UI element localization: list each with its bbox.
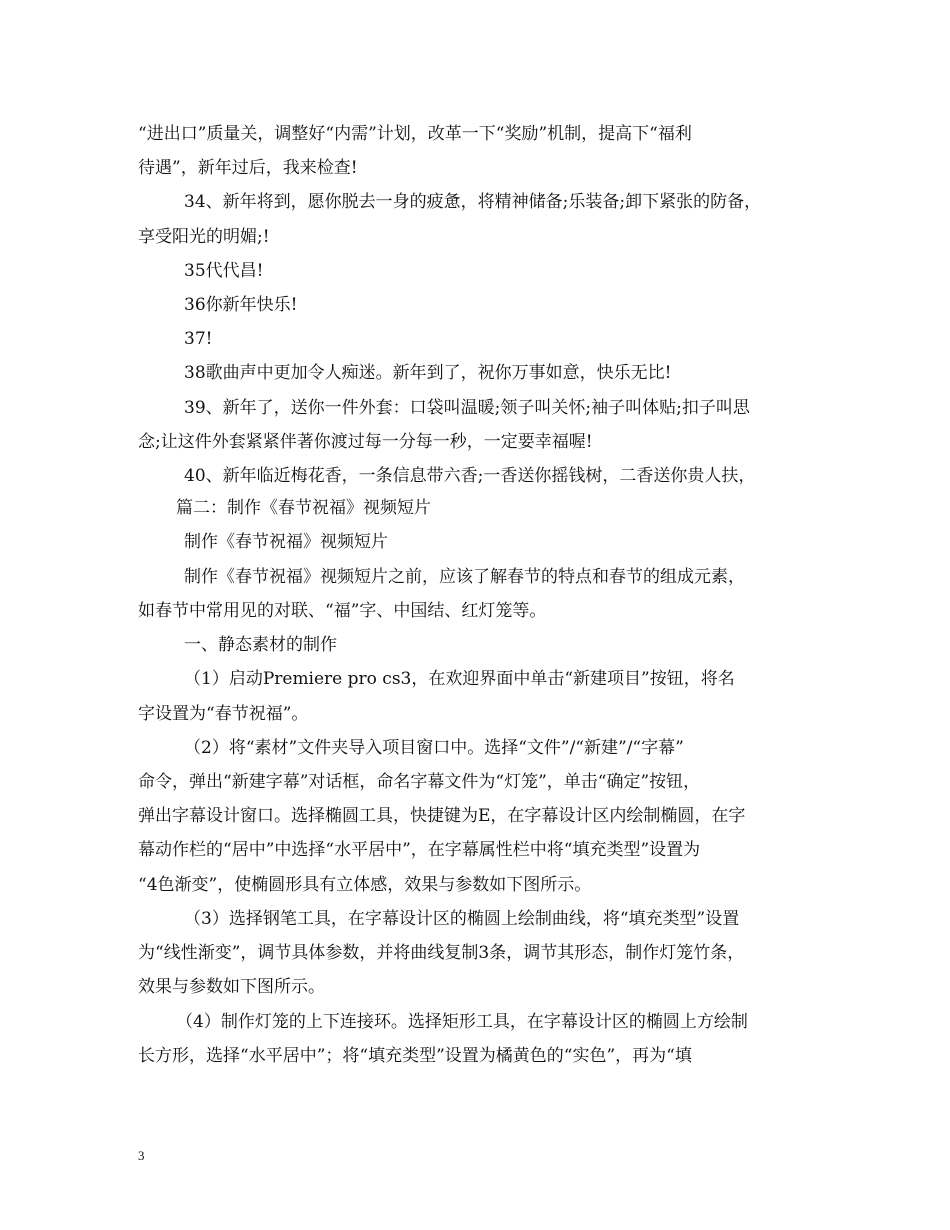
text-line: 念;让这件外套紧紧伴著你渡过每一分每一秒，一定要幸福喔! [138,432,593,452]
text-line: 待遇”，新年过后，我来检查! [138,158,358,178]
text-line: 长方形，选择“水平居中”；将“填充类型”设置为橘黄色的“实色”，再为“填 [138,1046,692,1066]
text-line: 38歌曲声中更加令人痴迷。新年到了，祝你万事如意，快乐无比! [184,363,672,383]
text-line: 命令，弹出“新建字幕”对话框，命名字幕文件为“灯笼”，单击“确定”按钮， [138,772,701,792]
text-line: “进出口”质量关，调整好“内需”计划，改革一下“奖励”机制，提高下“福利 [138,124,692,144]
text-line: 39、新年了，送你一件外套：口袋叫温暖;领子叫关怀;袖子叫体贴;扣子叫思 [184,398,750,418]
text-line: 字设置为“春节祝福”。 [138,704,309,724]
document-title: 制作《春节祝福》视频短片 [184,532,388,552]
text-line: （1）启动Premiere pro cs3，在欢迎界面中单击“新建项目”按钮，将名 [184,669,735,689]
page-number: 3 [138,1148,145,1163]
text-line: 36你新年快乐! [184,295,298,315]
text-line: 35代代昌! [184,261,264,281]
text-line: 制作《春节祝福》视频短片之前，应该了解春节的特点和春节的组成元素， [184,567,745,587]
text-line: 34、新年将到，愿你脱去一身的疲惫，将精神储备;乐装备;卸下紧张的防备， [184,192,762,212]
text-line: 弹出字幕设计窗口。选择椭圆工具，快捷键为E，在字幕设计区内绘制椭圆，在字 [138,806,746,826]
text-line: （3）选择钢笔工具，在字幕设计区的椭圆上绘制曲线，将“填充类型”设置 [184,909,740,929]
section-heading: 篇二：制作《春节祝福》视频短片 [176,498,431,518]
text-line: 37! [184,329,213,349]
text-line: 为“线性渐变”，调节具体参数，并将曲线复制3条，调节其形态，制作灯笼竹条， [138,943,745,963]
text-line: 效果与参数如下图所示。 [138,977,325,997]
text-line: （2）将“素材”文件夹导入项目窗口中。选择“文件”/“新建”/“字幕” [184,738,684,758]
subsection-heading: 一、静态素材的制作 [184,635,337,655]
text-line: 幕动作栏的“居中”中选择“水平居中”，在字幕属性栏中将“填充类型”设置为 [138,840,701,860]
text-line: 如春节中常用见的对联、“福”字、中国结、红灯笼等。 [138,601,547,621]
text-line: “4色渐变”，使椭圆形具有立体感，效果与参数如下图所示。 [138,875,592,895]
text-line: 享受阳光的明媚;! [138,227,270,247]
text-line: 40、新年临近梅花香，一条信息带六香;一香送你摇钱树，二香送你贵人扶， [184,466,756,486]
text-line: （4）制作灯笼的上下连接环。选择矩形工具，在字幕设计区的椭圆上方绘制 [176,1012,748,1032]
